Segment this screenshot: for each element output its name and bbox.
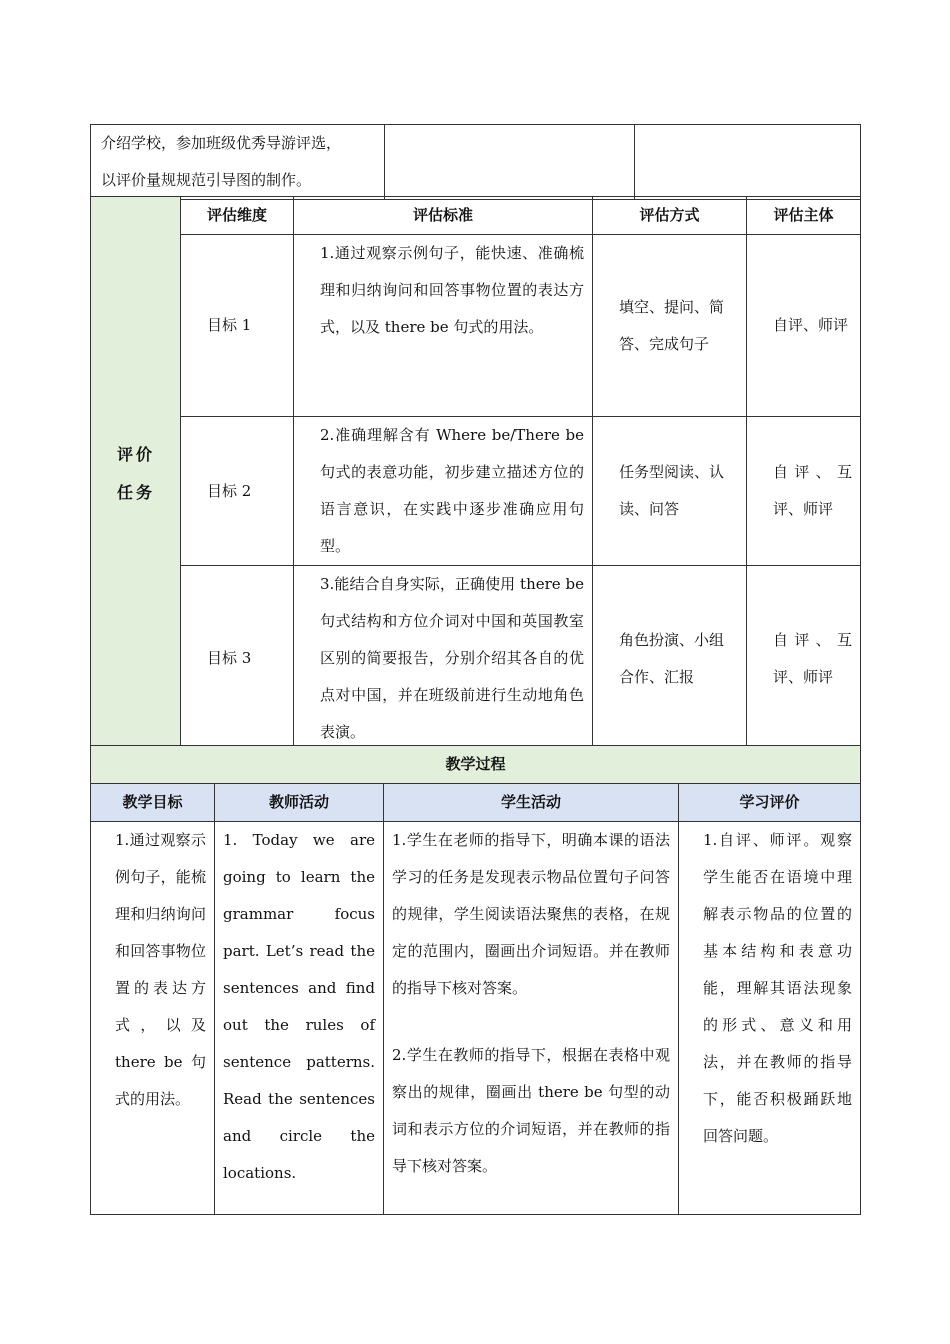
evaluation-row [91, 566, 861, 752]
subject-cell: 自评、师评 [747, 235, 861, 417]
method-cell: 填空、提问、简答、完成句子 [593, 235, 747, 417]
student-activity-p1: 1.学生在老师的指导下，明确本课的语法学习的任务是发现表示物品位置句子问答的规律，学生阅读语法聚焦的表格，在规定的范围内，圈画出介词短语。并在教师的指导下核对答案。 [392, 831, 670, 997]
process-row [91, 822, 861, 1215]
dimension-cell: 目标 2 [181, 417, 294, 566]
continuation-empty-cell [635, 125, 861, 200]
header-standard: 评估标准 [294, 197, 593, 235]
continuation-line-1: 介绍学校，参加班级优秀导游评选， [101, 134, 342, 152]
evaluation-table [90, 196, 861, 752]
process-title: 教学过程 [91, 746, 861, 784]
paragraph-gap [392, 1007, 670, 1037]
teacher-activity-cell: 1. Today we are going to learn the grammar focus part. Let’s read the sentences and find out the rules of sentence patterns. Read the sentences and circle the locations. [215, 822, 384, 1215]
evaluation-row [91, 417, 861, 566]
student-activity-p2: 2.学生在教师的指导下，根据在表格中观察出的规律，圈画出 there be 句型的动词和表示方位的介词短语，并在教师的指导下核对答案。 [392, 1046, 670, 1175]
subject-cell: 自评、互评、师评 [747, 417, 861, 566]
teaching-process-table [90, 745, 861, 1215]
goal-cell: 1.通过观察示例句子，能梳理和归纳询问和回答事物位置的表达方式，以及 there be 句式的用法。 [91, 822, 215, 1215]
assessment-cell: 1.自评、师评。观察学生能否在语境中理解表示物品的位置的基本结构和表意功能，理解其语法现象的形式、意义和用法，并在教师的指导下，能否积极踊跃地回答问题。 [679, 822, 861, 1215]
continuation-table [90, 124, 861, 200]
evaluation-label-cell [91, 197, 181, 752]
continuation-empty-cell [385, 125, 635, 200]
header-subject: 评估主体 [747, 197, 861, 235]
standard-cell: 3.能结合自身实际，正确使用 there be 句式结构和方位介词对中国和英国教室区别的简要报告，分别介绍其各自的优点对中国，并在班级前进行生动地角色表演。 [294, 566, 593, 752]
evaluation-row [91, 235, 861, 417]
subject-cell: 自评、互评、师评 [747, 566, 861, 752]
continuation-line-2: 以评价量规规范引导图的制作。 [101, 171, 312, 189]
header-student: 学生活动 [384, 784, 679, 822]
continuation-text-cell [91, 125, 385, 200]
method-cell: 角色扮演、小组合作、汇报 [593, 566, 747, 752]
student-activity-cell [384, 822, 679, 1215]
dimension-cell: 目标 1 [181, 235, 294, 417]
header-dimension: 评估维度 [181, 197, 294, 235]
evaluation-label: 评价任务 [117, 445, 156, 502]
standard-cell: 1.通过观察示例句子，能快速、准确梳理和归纳询问和回答事物位置的表达方式，以及 there be 句式的用法。 [294, 235, 593, 417]
header-teacher: 教师活动 [215, 784, 384, 822]
standard-cell: 2.准确理解含有 Where be/There be 句式的表意功能，初步建立描述方位的语言意识，在实践中逐步准确应用句型。 [294, 417, 593, 566]
header-goal: 教学目标 [91, 784, 215, 822]
header-method: 评估方式 [593, 197, 747, 235]
header-assessment: 学习评价 [679, 784, 861, 822]
dimension-cell: 目标 3 [181, 566, 294, 752]
method-cell: 任务型阅读、认读、问答 [593, 417, 747, 566]
